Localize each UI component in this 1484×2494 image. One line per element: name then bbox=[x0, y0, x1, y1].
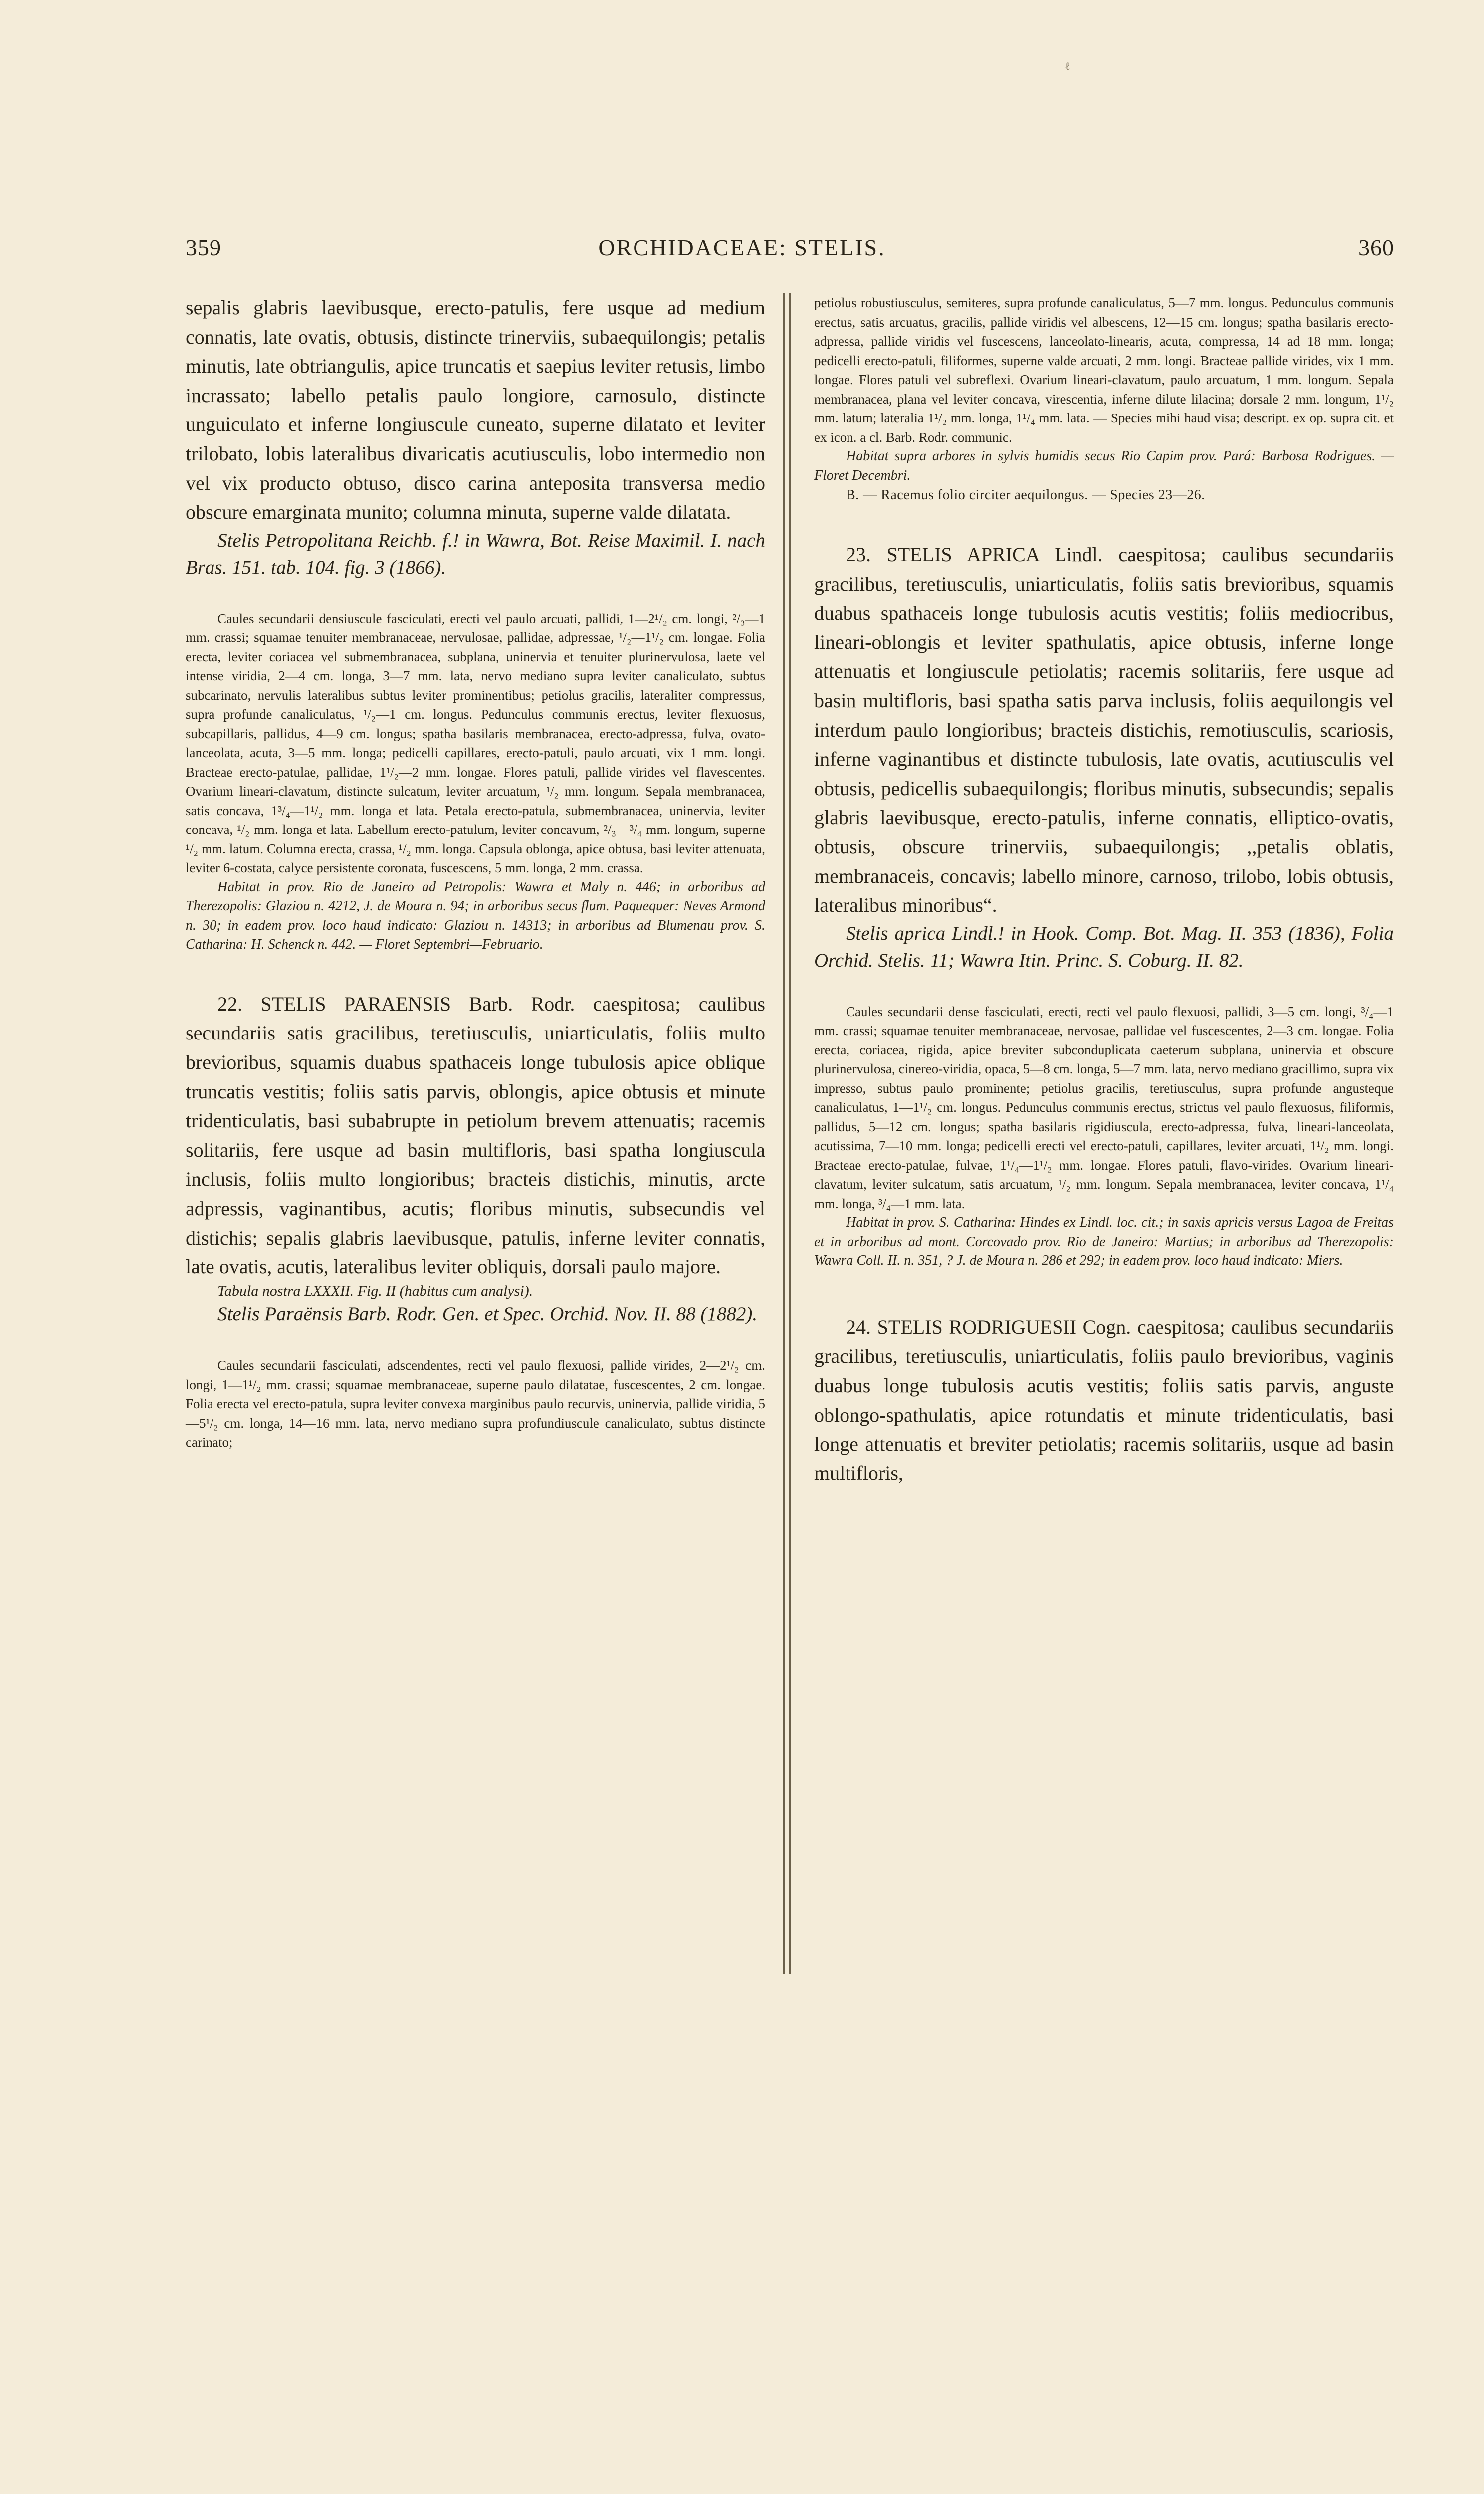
citation-paraensis: Stelis Paraënsis Barb. Rodr. Gen. et Spec. Orchid. Nov. II. 88 (1882). bbox=[217, 1303, 758, 1325]
habitat-paraensis: Habitat supra arbores in sylvis humidis secus Rio Capim prov. Pará: Barbosa Rodrigues. — Floret Decembri. bbox=[814, 448, 1394, 483]
page-number-right: 360 bbox=[1358, 235, 1394, 260]
column-divider-right bbox=[789, 293, 791, 1974]
left-column bbox=[186, 293, 765, 1452]
description-paraensis-continued: petiolus robustiusculus, semiteres, supra profunde canaliculatus, 5—7 mm. longus. Pedunculus communis erectus, satis arcuatus, gracilis, pallide viridis vel albescens, 12—15 cm. longus; spatha basilaris erecto-adpressa, pallide viridis vel fuscescens, lanceolato-linearis, acuta, compressa, 14 ad 18 mm. longa; pedicelli erecto-patuli, filiformes, superne valde arcuati, 2 mm. longi. Bracteae pallide virides, vix 1 mm. longae. Flores patuli vel subreflexi. Ovarium lineari-clavatum, paulo arcuatum, 1 mm. longum. Sepala membranacea, plana vel leviter concava, virescentia, inferne dilute lilacina; dorsale 2 mm. longum, 1¹/₂ mm. latum; lateralia 1¹/₂ mm. longa, 1¹/₄ mm. lata. — Species mihi haud visa; descript. ex op. supra cit. et ex icon. a cl. Barb. Rodr. communic. bbox=[814, 295, 1394, 445]
plate-reference: Tabula nostra LXXXII. Fig. II (habitus cum analysi). bbox=[217, 1282, 533, 1299]
habitat-aprica: Habitat in prov. S. Catharina: Hindes ex Lindl. loc. cit.; in saxis apricis versus Lagoa de Freitas et in arboribus ad mont. Corcovado prov. Rio de Janeiro: Martius; in arboribus ad Therezopolis: Wawra Coll. II. n. 351, ? J. de Moura n. 286 et 292; in eadem prov. loco haud indicato: Miers. bbox=[814, 1215, 1394, 1269]
description-continued: sepalis glabris laevibusque, erecto-patulis, fere usque ad medium connatis, late ovatis, obtusis, distincte trinerviis, subaequilongis; petalis minutis, late obtriangulis, apice truncatis et saepius leviter retusis, limbo incrassato; labello petalis paulo longiore, carnosulo, distincte unguiculato et inferne longiuscule cuneato, superne dilatato et leviter trilobato, lobis lateralibus divaricatis acutiusculis, lobo intermedio non vel vix producto obtuso, disco carina anteposita transversa medio obscure emarginata munito; columna minuta, superne valde dilatata. bbox=[186, 296, 765, 524]
citation-aprica: Stelis aprica Lindl.! in Hook. Comp. Bot. Mag. II. 353 (1836), Folia Orchid. Stelis. 11; Wawra Itin. Princ. S. Coburg. II. 82. bbox=[814, 922, 1394, 971]
description-aprica: Caules secundarii dense fasciculati, erecti, recti vel paulo flexuosi, pallidi, 3—5 cm. longi, ³/₄—1 mm. crassi; squamae tenuiter membranaceae, nervosae, pallidae vel fuscescentes, 2—3 cm. longae. Folia erecta, coriacea, rigida, apice breviter subconduplicata caeterum subplana, uninervia et obscure plurinervulosa, cinereo-viridia, opaca, 5—8 cm. longa, 5—7 mm. lata, nervo mediano gracillimo, supra vix impresso, subtus paulo prominente; petiolus gracilis, teretiusculus, supra profunde angusteque canaliculatus, 1—1¹/₂ cm. longus. Pedunculus communis erectus, strictus vel paulo flexuosus, filiformis, pallidus, 5—12 cm. longus; spatha basilaris rigidiuscula, erecto-adpressa, fulva, lineari-lanceolata, acutissima, 7—10 mm. longa; pedicelli erecti vel erecto-patuli, capillares, leviter arcuati, 1¹/₂ mm. longi. Bracteae erecto-patulae, fulvae, 1¹/₄—1¹/₂ mm. longae. Flores patuli, flavo-virides. Ovarium lineari-clavatum, leviter sulcatum, satis arcuatum, ¹/₂ mm. longum. Sepala membranacea, leviter concava, 1¹/₄ mm. longa, ³/₄—1 mm. lata. bbox=[814, 1004, 1394, 1211]
description-paraensis: Caules secundarii fasciculati, adscendentes, recti vel paulo flexuosi, pallide virides, 2—2¹/₂ cm. longi, 1—1¹/₂ mm. crassi; squamae membranaceae, superne paulo dilatatae, fuscescentes, 2 cm. longae. Folia erecta vel erecto-patula, supra leviter convexa marginibus paulo recurvis, uninervia, pallide viridia, 5—5¹/₂ cm. longa, 14—16 mm. lata, nervo mediano supra profundiuscule canaliculato, subtus distincte carinato; bbox=[186, 1358, 765, 1450]
corner-mark: ℓ bbox=[1065, 60, 1070, 72]
species-22-paraensis: 22. STELIS PARAENSIS Barb. Rodr. caespitosa; caulibus secundariis satis gracilibus, teretiusculis, uniarticulatis, foliis multo brevioribus, squamis duabus spathaceis longe tubulosis apice oblique truncatis vestitis; foliis satis parvis, oblongis, apice obtusis et minute tridenticulatis, basi subabrupte in petiolum brevem attenuatis; racemis solitariis, fere usque ad basin multifloris, basi spatha longiuscula inclusis, foliis multo longioribus; bracteis distichis, minutis, arcte adpressis, vaginantibus, acutis; floribus minutis, subsecundis vel distichis; sepalis glabris laevibusque, patulis, inferne leviter connatis, late ovatis, acutis, lateralibus leviter obliquis, dorsali paulo majore. bbox=[186, 992, 765, 1278]
column-divider-left bbox=[783, 293, 785, 1974]
page-number-left: 359 bbox=[186, 235, 221, 260]
section-heading-b: B. — Racemus folio circiter aequilongus. — Species 23—26. bbox=[846, 487, 1205, 503]
citation-petropolitana: Stelis Petropolitana Reichb. f.! in Wawra, Bot. Reise Maximil. I. nach Bras. 151. tab. 104. fig. 3 (1866). bbox=[186, 529, 765, 578]
description-petropolitana: Caules secundarii densiuscule fasciculati, erecti vel paulo arcuati, pallidi, 1—2¹/₂ cm. longi, ²/₃—1 mm. crassi; squamae tenuiter membranaceae, nervulosae, pallidae, adpressae, ¹/₂—1¹/₂ cm. longae. Folia erecta, leviter coriacea vel submembranacea, subplana, uninervia et tenuiter plurinervulosa, laete vel intense viridia, 2—4 cm. longa, 3—7 mm. lata, nervo mediano supra leviter canaliculato, subtus subcarinato, nervulis lateralibus subtus leviter prominentibus; petiolus gracilis, lateraliter compressus, supra profunde canaliculatus, ¹/₂—1 cm. longus. Pedunculus communis erectus, leviter flexuosus, subcapillaris, pallidus, 4—9 cm. longus; spatha basilaris membranacea, erecto-adpressa, fulva, ovato-lanceolata, acuta, 3—5 mm. longa; pedicelli capillares, erecto-patuli, paulo arcuati, vix 1 mm. longi. Bracteae erecto-patulae, pallidae, 1¹/₂—2 mm. longae. Flores patuli, pallide virides vel flavescentes. Ovarium lineari-clavatum, distincte sulcatum, leviter arcuatum, ¹/₂ mm. longum. Sepala membranacea, satis concava, 1³/₄—1¹/₂ mm. longa et lata. Petala erecto-patula, submembranacea, uninervia, leviter concava, ¹/₂ mm. longa et lata. Labellum erecto-patulum, leviter concavum, ²/₃—³/₄ mm. longum, superne ¹/₂ mm. latum. Columna erecta, crassa, ¹/₂ mm. longa. Capsula oblonga, apice obtusa, basi leviter attenuata, leviter 6-costata, calyce persistente coronata, fuscescens, 5 mm. longa, 2 mm. crassa. bbox=[186, 611, 765, 876]
right-column bbox=[814, 293, 1394, 1488]
running-header-title: ORCHIDACEAE: STELIS. bbox=[598, 235, 886, 260]
habitat-petropolitana: Habitat in prov. Rio de Janeiro ad Petropolis: Wawra et Maly n. 446; in arboribus ad Therezopolis: Glaziou n. 4212, J. de Moura n. 94; in arboribus secus flum. Paquequer: Neves Armond n. 30; in eadem prov. loco haud indicato: Glaziou n. 14313; in arboribus ad Blumenau prov. S. Catharina: H. Schenck n. 442. — Floret Septembri—Februario. bbox=[186, 879, 765, 953]
species-24-rodriguesii: 24. STELIS RODRIGUESII Cogn. caespitosa; caulibus secundariis gracilibus, teretiusculis, uniarticulatis, foliis paulo brevioribus, vaginis duabus longe tubulosis acutis vestitis; foliis satis parvis, anguste oblongo-spathulatis, apice rotundatis et minute tridenticulatis, basi longe attenuatis et breviter petiolatis; racemis solitariis, usque ad basin multifloris, bbox=[814, 1315, 1394, 1484]
species-23-aprica: 23. STELIS APRICA Lindl. caespitosa; caulibus secundariis gracilibus, teretiusculis, uniarticulatis, foliis satis brevioribus, squamis duabus spathaceis longe tubulosis acutis vestitis; foliis mediocribus, lineari-oblongis et leviter spathulatis, apice obtusis, inferne longe attenuatis et longiuscule petiolatis; racemis solitariis, fere usque ad basin multifloris, basi spatha satis parva inclusis, foliis aequilongis vel interdum paulo longioribus; bracteis distichis, remotiusculis, scariosis, inferne vaginantibus et distincte tubulosis, late ovatis, acutiusculis vel obtusis, pedicellis subaequilongis; floribus minutis, subsecundis; sepalis glabris laevibusque, erecto-patulis, inferne connatis, elliptico-ovatis, obtusis, obscure trinerviis, subaequilongis; ,,petalis oblatis, membranaceis, concavis; labello minore, carnoso, trilobo, lobis obtusis, lateralibus minoribus“. bbox=[814, 543, 1394, 917]
